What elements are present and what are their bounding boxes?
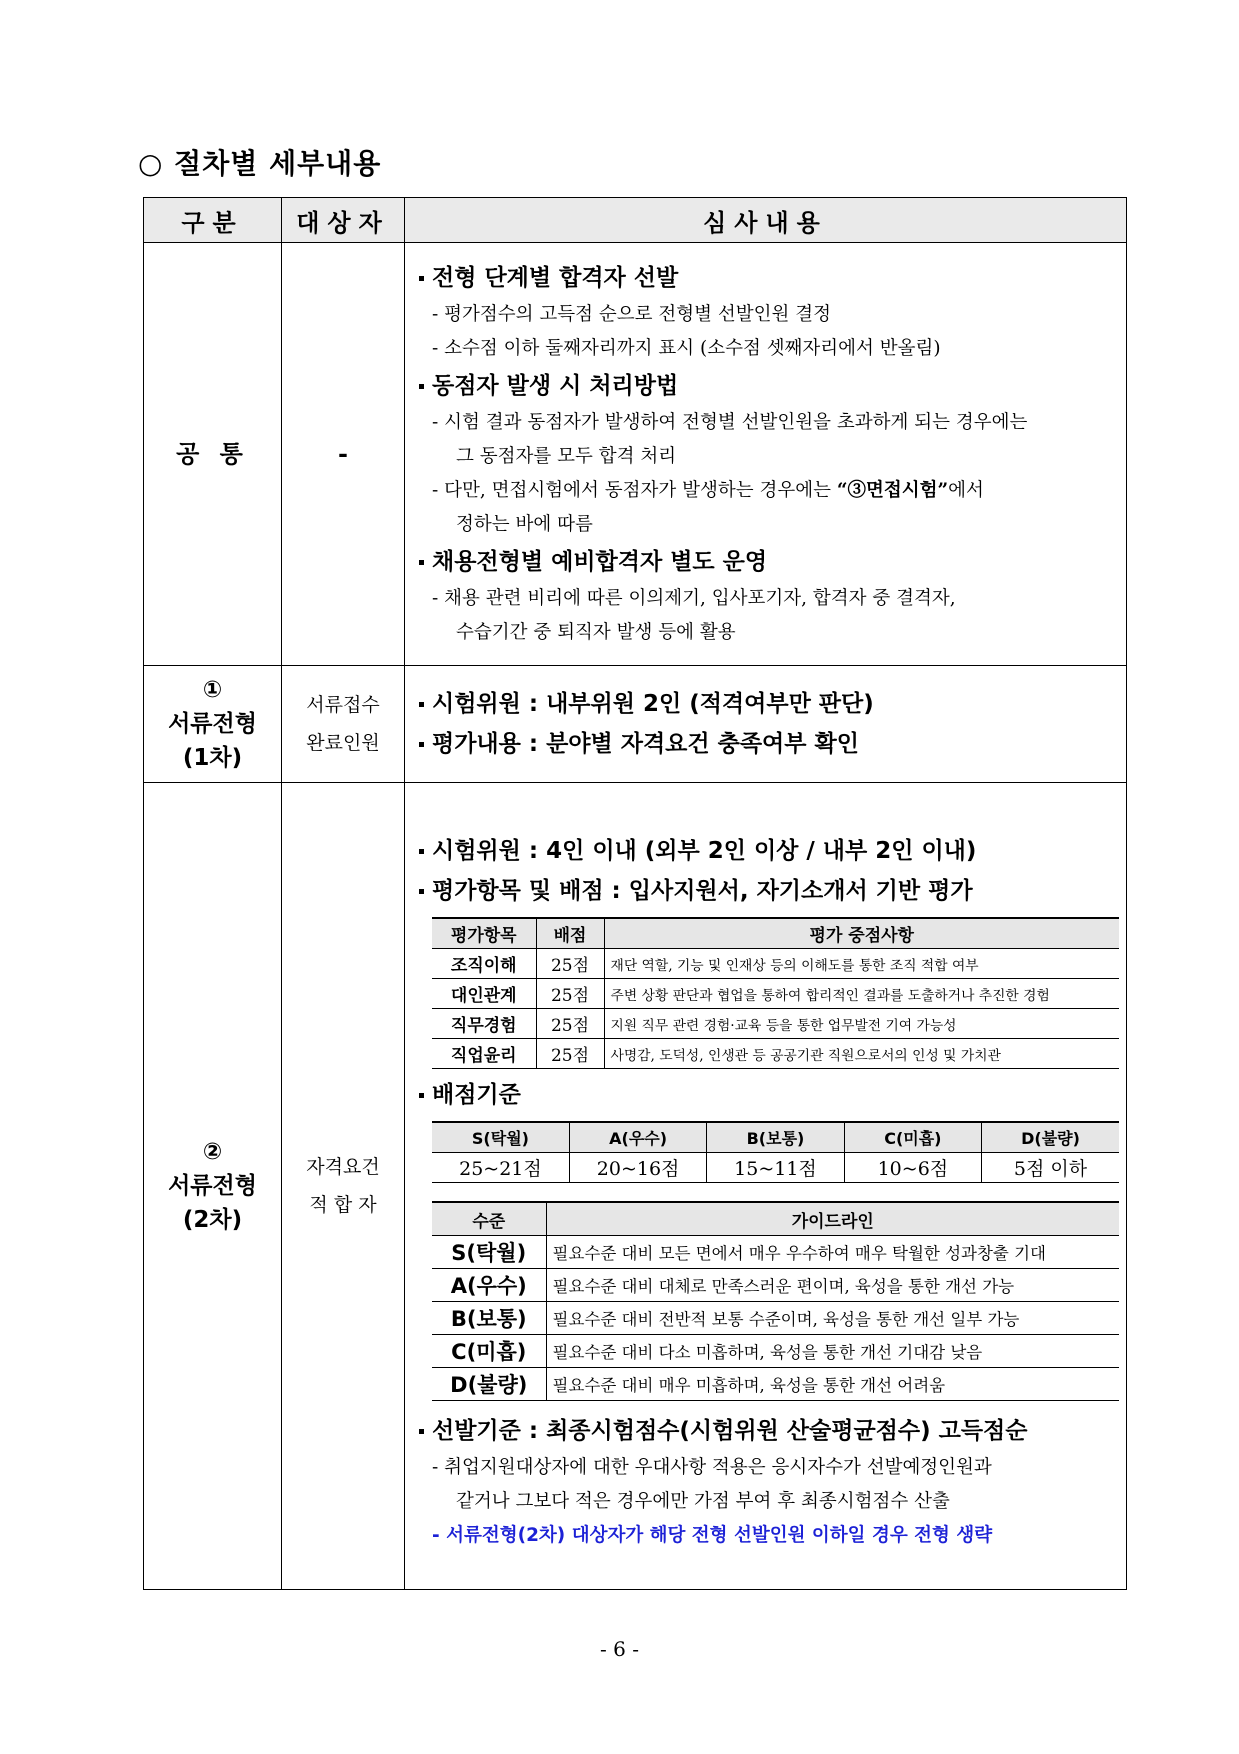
doc1-target-line: 서류접수 (306, 694, 380, 716)
eval-focus: 지원 직무 관련 경험·교육 등을 통한 업무발전 기여 가능성 (604, 1009, 1119, 1039)
doc1-target-line: 완료인원 (306, 732, 380, 754)
row-doc-round2 (144, 783, 1127, 1590)
guide-text: 필요수준 대비 모든 면에서 매우 우수하여 매우 탁월한 성과창출 기대 (546, 1236, 1119, 1269)
doc2-content (405, 783, 1127, 1590)
doc2-category (144, 783, 282, 1590)
table-row (432, 1302, 1119, 1335)
table-row (432, 1009, 1119, 1039)
guide-text: 필요수준 대비 전반적 보통 수준이며, 육성을 통한 개선 일부 가능 (546, 1302, 1119, 1335)
detail-line: - 취업지원대상자에 대한 우대사항 적용은 응시자수가 선발예정인원과 같거나 그보다 적은 경우에만 가점 부여 후 최종시험점수 산출 (432, 1457, 992, 1512)
doc2-name: 서류전형 (168, 1173, 257, 1199)
doc1-category (144, 666, 282, 783)
eval-score: 25점 (536, 979, 604, 1009)
guide-header-guide: 가이드라인 (546, 1202, 1119, 1236)
section-title: 시험위원 : 4인 이내 (외부 2인 이상 / 내부 2인 이내) (415, 831, 1122, 871)
guide-table (432, 1201, 1119, 1401)
eval-focus: 재단 역할, 기능 및 인재상 등의 이해도를 통한 조직 적합 여부 (604, 949, 1119, 979)
doc1-content (405, 666, 1127, 783)
procedure-table (143, 197, 1127, 1590)
eval-focus: 사명감, 도덕성, 인생관 등 공공기관 직원으로서의 인성 및 가치관 (604, 1039, 1119, 1069)
section-title: 배점기준 (415, 1075, 1122, 1115)
detail-line: - 소수점 이하 둘째자리까지 표시 (소수점 셋째자리에서 반올림) (432, 338, 941, 359)
row-common (144, 243, 1127, 666)
eval-score: 25점 (536, 1039, 604, 1069)
bullet-square-icon (419, 560, 424, 565)
doc1-num: ① (202, 677, 223, 703)
score-range: 25~21점 (432, 1153, 569, 1183)
guide-header-row (432, 1202, 1119, 1236)
detail-line: - 다만, 면접시험에서 동점자가 발생하는 경우에는 “③면접시험”에서 정하는 바에 따름 (432, 480, 984, 535)
col-header-target: 대상자 (282, 198, 405, 243)
score-grade: C(미흡) (844, 1122, 981, 1153)
section-title: 선발기준 : 최종시험점수(시험위원 산술평균점수) 고득점순 (415, 1411, 1122, 1451)
guide-header-level: 수준 (432, 1202, 546, 1236)
doc1-target (282, 666, 405, 783)
table-row (432, 1039, 1119, 1069)
doc1-round: (1차) (182, 745, 243, 771)
bullet-square-icon (419, 702, 424, 707)
table-header-row (144, 198, 1127, 243)
bullet-square-icon (419, 849, 424, 854)
table-row (432, 979, 1119, 1009)
section-title: 평가항목 및 배점 : 입사지원서, 자기소개서 기반 평가 (415, 871, 1122, 911)
common-category: 공 통 (144, 243, 282, 666)
section-title: 평가내용 : 분야별 자격요건 충족여부 확인 (415, 724, 1122, 764)
eval-header-score: 배점 (536, 918, 604, 949)
guide-level: A(우수) (432, 1269, 546, 1302)
doc1-name: 서류전형 (168, 711, 257, 737)
section-title: 전형 단계별 합격자 선발 (415, 258, 1122, 298)
eval-item: 직무경험 (432, 1009, 536, 1039)
table-row (432, 949, 1119, 979)
score-grade: B(보통) (707, 1122, 844, 1153)
score-grade: S(탁월) (432, 1122, 569, 1153)
bullet-square-icon (419, 1093, 424, 1098)
score-range: 15~11점 (707, 1153, 844, 1183)
page-number: - 6 - (600, 1637, 639, 1661)
eval-score: 25점 (536, 949, 604, 979)
score-header-row (432, 1122, 1119, 1153)
doc2-round: (2차) (182, 1207, 243, 1233)
col-header-category: 구분 (144, 198, 282, 243)
row-doc-round1 (144, 666, 1127, 783)
doc2-num: ② (202, 1139, 223, 1165)
eval-header-item: 평가항목 (432, 918, 536, 949)
guide-text: 필요수준 대비 매우 미흡하며, 육성을 통한 개선 어려움 (546, 1368, 1119, 1401)
detail-line-highlight: - 서류전형(2차) 대상자가 해당 전형 선발인원 이하일 경우 전형 생략 (432, 1525, 993, 1546)
guide-text: 필요수준 대비 대체로 만족스러운 편이며, 육성을 통한 개선 가능 (546, 1269, 1119, 1302)
score-table (432, 1121, 1119, 1183)
section-title: 채용전형별 예비합격자 별도 운영 (415, 542, 1122, 582)
guide-level: S(탁월) (432, 1236, 546, 1269)
eval-item: 직업윤리 (432, 1039, 536, 1069)
eval-item: 대인관계 (432, 979, 536, 1009)
eval-focus: 주변 상황 판단과 협업을 통하여 합리적인 결과를 도출하거나 추진한 경험 (604, 979, 1119, 1009)
doc2-target-line: 적 합 자 (309, 1194, 377, 1216)
section-title: 시험위원 : 내부위원 2인 (적격여부만 판단) (415, 684, 1122, 724)
guide-level: B(보통) (432, 1302, 546, 1335)
page-heading: ○ 절차별 세부내용 (138, 147, 382, 180)
score-range: 10~6점 (844, 1153, 981, 1183)
eval-header-focus: 평가 중점사항 (604, 918, 1119, 949)
guide-level: C(미흡) (432, 1335, 546, 1368)
score-range-row (432, 1153, 1119, 1183)
common-content (405, 243, 1127, 666)
doc2-target (282, 783, 405, 1590)
eval-table (432, 917, 1119, 1069)
score-range: 5점 이하 (982, 1153, 1119, 1183)
score-grade: A(우수) (569, 1122, 706, 1153)
detail-line: - 평가점수의 고득점 순으로 전형별 선발인원 결정 (432, 304, 831, 325)
score-range: 20~16점 (569, 1153, 706, 1183)
bullet-square-icon (419, 889, 424, 894)
bullet-square-icon (419, 1429, 424, 1434)
bullet-square-icon (419, 742, 424, 747)
eval-item: 조직이해 (432, 949, 536, 979)
bullet-square-icon (419, 276, 424, 281)
table-row (432, 1236, 1119, 1269)
table-row (432, 1368, 1119, 1401)
col-header-content: 심사내용 (405, 198, 1127, 243)
eval-score: 25점 (536, 1009, 604, 1039)
score-grade: D(불량) (982, 1122, 1119, 1153)
bullet-square-icon (419, 384, 424, 389)
section-title: 동점자 발생 시 처리방법 (415, 366, 1122, 406)
doc2-target-line: 자격요건 (306, 1156, 380, 1178)
common-target: - (282, 243, 405, 666)
table-row (432, 1335, 1119, 1368)
eval-header-row (432, 918, 1119, 949)
detail-line: - 채용 관련 비리에 따른 이의제기, 입사포기자, 합격자 중 결격자, 수습기간 중 퇴직자 발생 등에 활용 (432, 588, 956, 643)
guide-level: D(불량) (432, 1368, 546, 1401)
guide-text: 필요수준 대비 다소 미흡하며, 육성을 통한 개선 기대감 낮음 (546, 1335, 1119, 1368)
table-row (432, 1269, 1119, 1302)
detail-line: - 시험 결과 동점자가 발생하여 전형별 선발인원을 초과하게 되는 경우에는 그 동점자를 모두 합격 처리 (432, 412, 1028, 467)
